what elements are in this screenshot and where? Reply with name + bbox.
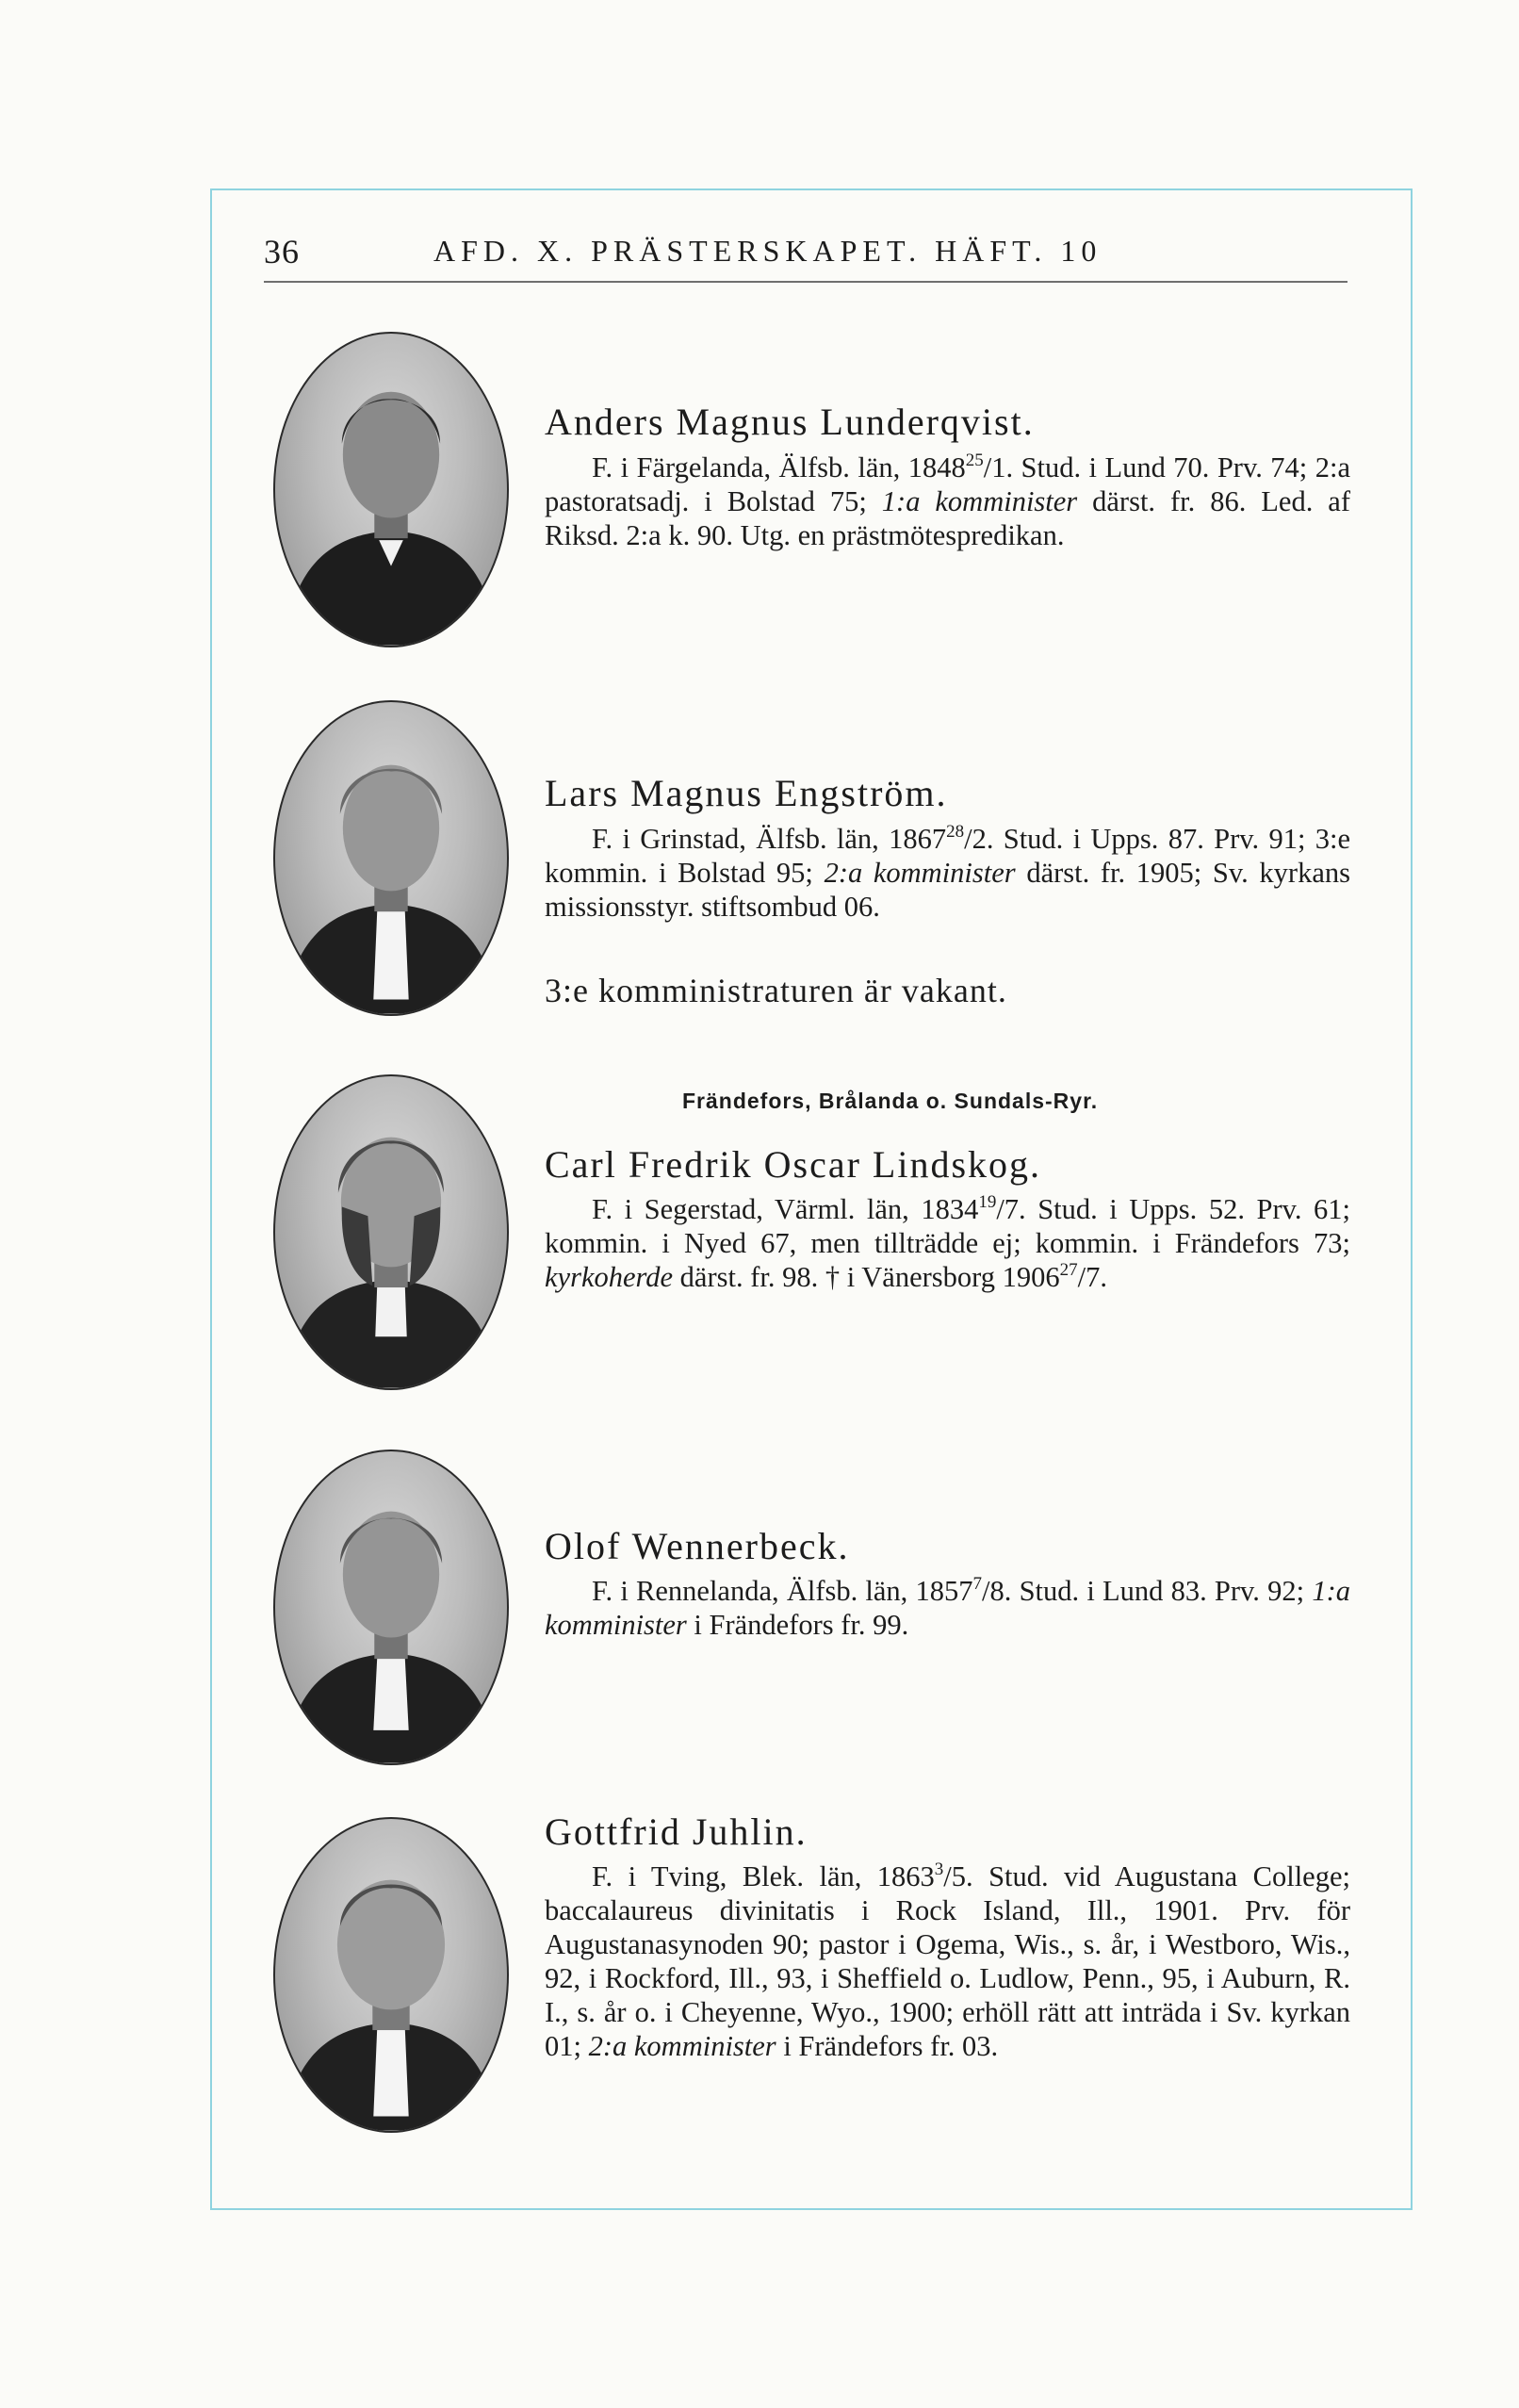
portrait-photo [273,1817,509,2133]
superscript-day: 25 [965,450,984,470]
bio-text: därst. fr. 1905; Sv. kyrkans missionsstyr. stiftsombud 06. [545,857,1350,923]
entry-bio [545,1192,1350,1294]
entry-bio [545,1574,1350,1642]
bio-text: F. i Rennelanda, Älfsb. län, 1857 [592,1575,973,1607]
page-header [264,226,1348,283]
entry-name: Gottfrid Juhlin. [545,1810,808,1853]
bio-text: därst. fr. 98. † i Vänersborg 1906 [673,1261,1060,1293]
portrait-photo [273,332,509,647]
portrait-photo [273,1074,509,1390]
italic-title: kyrkoherde [545,1261,674,1293]
portrait-photo [273,700,509,1016]
bio-text: F. i Färgelanda, Älfsb. län, 1848 [592,451,966,483]
bio-text: i Frändefors fr. 03. [776,2030,999,2062]
entry-bio [545,1859,1350,2063]
running-head: AFD. X. PRÄSTERSKAPET. HÄFT. 10 [433,234,1102,268]
portrait-figure [275,1451,507,1763]
portrait-figure [275,334,507,646]
entry-bio [545,822,1350,924]
bio-text: /8. Stud. i Lund 83. Prv. 92; [982,1575,1313,1607]
superscript-day: 7 [972,1574,983,1594]
entry-bio [545,450,1350,552]
bio-text: F. i Segerstad, Värml. län, 1834 [592,1193,979,1225]
bio-text: /5. Stud. vid Augustana College; baccalaureus divinitatis i Rock Island, Ill., 1901. Prv. för Augustanasynoden 90; pastor i Ogema, Wis., s. år, i Westboro, Wis., 92, i Rockford, Ill., 93, i Sheffield o. Ludlow, Penn., 95, i Auburn, R. I., s. år o. i Cheyenne, Wyo., 1900; erhöll rätt att inträda i Sv. kyrkan 01; [545,1860,1350,2062]
italic-title: 1:a komminister [545,1575,1350,1641]
bio-text: /7. [1077,1261,1107,1293]
italic-title: 2:a komminister [588,2030,776,2062]
superscript-day: 28 [946,822,965,842]
page-number: 36 [264,233,300,270]
bio-text: /2. Stud. i Upps. 87. Prv. 91; 3:e kommin. i Bolstad 95; [545,823,1350,889]
entry-name: Lars Magnus Engström. [545,772,948,814]
bio-text: /1. Stud. i Lund 70. Prv. 74; 2:a pastoratsadj. i Bolstad 75; [545,451,1350,517]
section-heading: Frändefors, Brålanda o. Sundals-Ryr. [682,1089,1099,1113]
superscript-day: 19 [978,1192,997,1212]
superscript-day: 3 [934,1859,944,1879]
italic-title: 1:a komminister [881,485,1078,517]
superscript-day: 27 [1059,1260,1078,1280]
entry-name: Carl Fredrik Oscar Lindskog. [545,1143,1042,1186]
bio-text: i Frändefors fr. 99. [686,1609,909,1641]
portrait-photo [273,1450,509,1765]
bio-text: F. i Grinstad, Älfsb. län, 1867 [592,823,947,855]
portrait-figure [275,1819,507,2131]
portrait-figure [275,1076,507,1388]
bio-text: /7. Stud. i Upps. 52. Prv. 61; kommin. i Nyed 67, men tillträdde ej; kommin. i Frändefors 73; [545,1193,1350,1259]
bio-text: F. i Tving, Blek. län, 1863 [592,1860,935,1892]
italic-title: 2:a komminister [824,857,1016,889]
vacancy-note: 3:e komministraturen är vakant. [545,972,1007,1009]
entry-name: Olof Wennerbeck. [545,1525,850,1567]
bio-text: därst. fr. 86. Led. af Riksd. 2:a k. 90. Utg. en prästmötespredikan. [545,485,1350,551]
portrait-figure [275,702,507,1014]
entry-name: Anders Magnus Lunderqvist. [545,401,1035,443]
